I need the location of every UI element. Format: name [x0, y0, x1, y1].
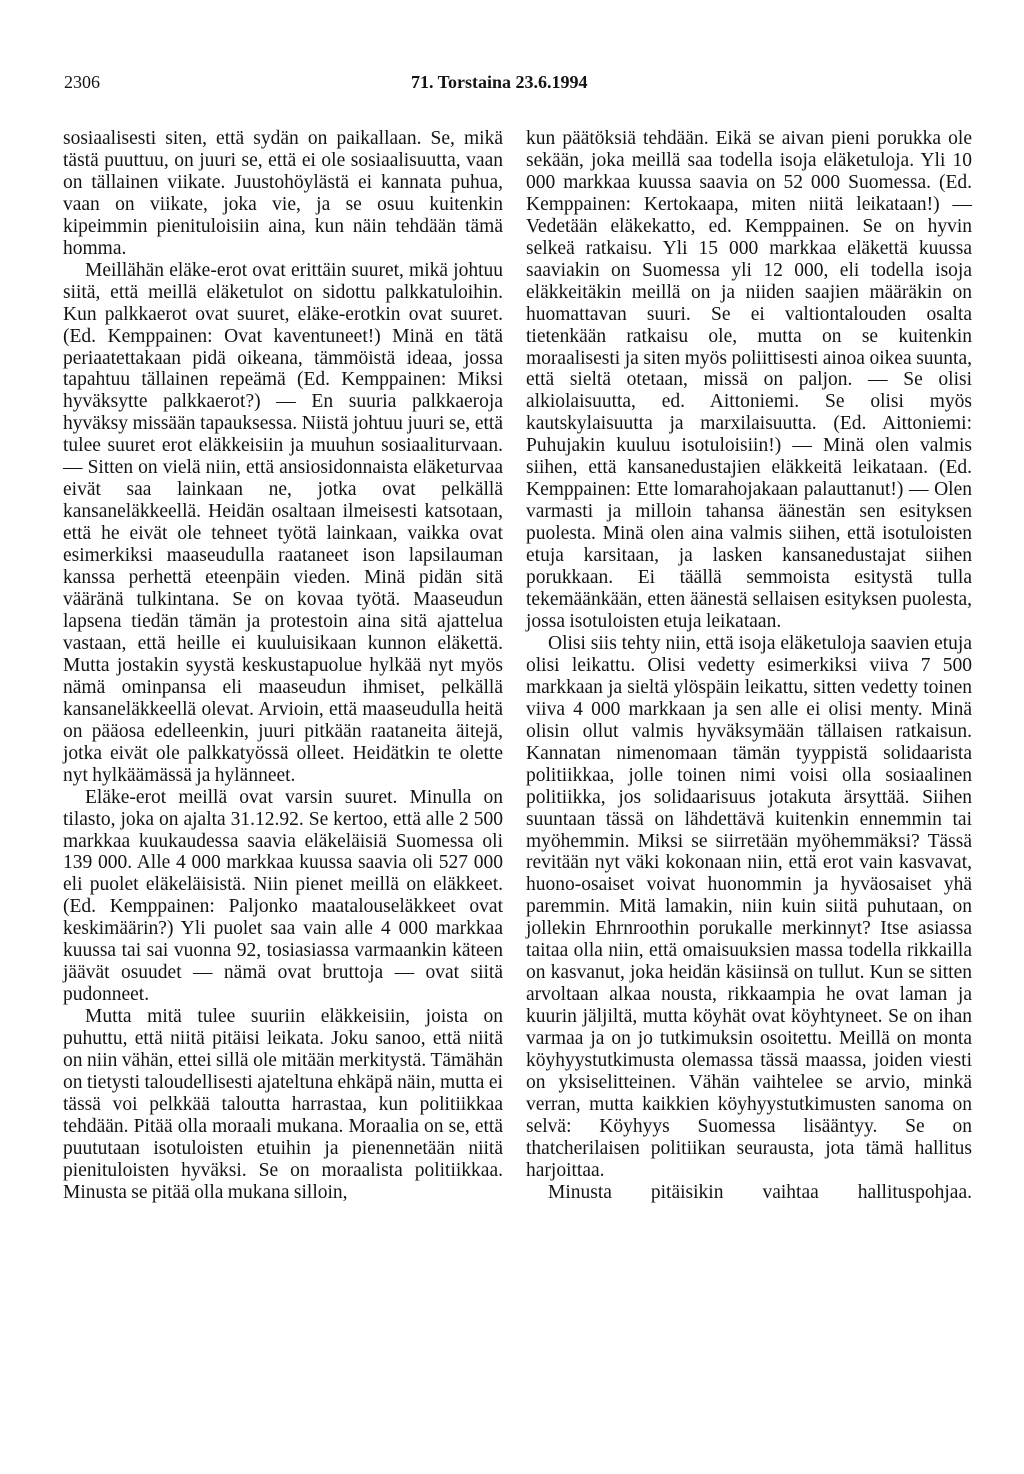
- page-header: [64, 72, 968, 96]
- paragraph: sosiaalisesti siten, että sydän on paikallaan. Se, mikä tästä puuttuu, on juuri se, että ei ole sosiaalisuutta, vaan on tällainen viikate. Juustohöylästä ei kannata puhua, vaan on viikate, joka vie, ja se osuu kuitenkin kipeimmin pienituloisiin aina, kun näin tehdään tämä homma.: [63, 128, 503, 259]
- page-number: 2306: [64, 72, 100, 92]
- paragraph: Meillähän eläke-erot ovat erittäin suuret, mikä johtuu siitä, että meillä eläketulot on sidottu palkkatuloihin. Kun palkkaerot ovat suuret, eläke-erotkin ovat suuret. (Ed. Kemppainen: Ovat kaventuneet!) Minä en tätä periaatettakaan pidä oikeana, tämmöistä ideaa, jossa tapahtuu tällainen repeämä (Ed. Kemppainen: Miksi hyväksytte palkkaerot?) — En suuria palkkaeroja hyväksy missään tapauksessa. Niistä johtuu juuri se, että tulee suuret erot eläkkeisiin ja muuhun sosiaaliturvaan. — Sitten on vielä niin, että ansiosidonnaista eläketurvaa eivät saa lainkaan ne, jotka ovat pelkällä kansaneläkkeellä. Heidän osaltaan ilmeisesti katsotaan, että he eivät ole tehneet työtä lainkaan, vaikka ovat esimerkiksi maaseudulla raataneet ison lapsilauman kanssa perhettä eteenpäin vieden. Minä pidän sitä vääränä tulkintana. Se on kovaa työtä. Maaseudun lapsena tiedän tämän ja protestoin aina sitä ajattelua vastaan, että heille ei kuuluisikaan kunnon eläkettä. Mutta jostakin syystä keskustapuolue hylkää nyt myös nämä ominpansa eli maaseudun ihmiset, pelkällä kansaneläkkeellä olevat. Arvioin, että maaseudulla heitä on pääosa edelleenkin, juuri pitkään raataneita äitejä, jotka eivät ole palkkatyössä olleet. Heidätkin te olette nyt hylkäämässä ja hylänneet.: [63, 259, 503, 786]
- paragraph: Minusta pitäisikin vaihtaa hallituspohjaa.: [548, 1181, 972, 1203]
- paragraph: Eläke-erot meillä ovat varsin suuret. Minulla on tilasto, joka on ajalta 31.12.92. Se kertoo, että alle 2 500 markkaa kuukaudessa saavia eläkeläisiä Suomessa oli 139 000. Alle 4 000 markkaa kuussa saavia oli 527 000 eli puolet eläkeläisistä. Niin pienet meillä on eläkkeet. (Ed. Kemppainen: Paljonko maatalouseläkkeet ovat keskimäärin?) Yli puolet saa vain alle 4 000 markkaa kuussa tai sai vuonna 92, tosiasiassa varmaankin käteen jäävät osuudet — nämä ovat bruttoja — ovat siitä pudonneet.: [63, 786, 503, 1006]
- paragraph: kun päätöksiä tehdään. Eikä se aivan pieni porukka ole sekään, joka meillä saa todella isoja eläketuloja. Yli 10 000 markkaa kuussa saavia on 52 000 Suomessa. (Ed. Kemppainen: Kertokaapa, miten niitä leikataan!) — Vedetään eläkekatto, ed. Kemppainen. Se on hyvin selkeä ratkaisu. Yli 15 000 markkaa eläkettä kuussa saaviakin on Suomessa yli 12 000, eli todella isoja eläkkeitäkin meillä on ja niiden saajien määräkin on huomattavan suuri. Se ei valtiontalouden osalta tietenkään ratkaisu ole, mutta on se kuitenkin moraalisesti ja siten myös poliittisesti ainoa oikea suunta, että sieltä otetaan, missä on paljon. — Se olisi alkiolaisuutta, ed. Aittoniemi. Se olisi myös kautskylaisuutta ja marxilaisuutta. (Ed. Aittoniemi: Puhujakin kuuluu isotuloisiin!) — Minä olen valmis siihen, että kansanedustajien eläkkeitä leikataan. (Ed. Kemppainen: Ette lomarahojakaan palauttanut!) — Olen varmasti ja milloin tahansa äänestän sen esityksen puolesta. Minä olen aina valmis siihen, että isotuloisten etuja karsitaan, ja lasken kansanedustajat siihen porukkaan. Ei täällä semmoista esitystä tulla tekemäänkään, etten äänestä sellaisen esityksen puolesta, jossa isotuloisten etuja leikataan.: [526, 128, 972, 632]
- left-column: [63, 128, 503, 1204]
- running-head: 71. Torstaina 23.6.1994: [411, 72, 588, 92]
- paragraph: Mutta mitä tulee suuriin eläkkeisiin, joista on puhuttu, että niitä pitäisi leikata. Joku sanoo, että niitä on niin vähän, ettei sillä ole mitään merkitystä. Tämähän on tietysti taloudellisesti ajateltuna ehkäpä näin, mutta ei tässä voi pelkkää taloutta harrastaa, kun politiikkaa tehdään. Pitää olla moraali mukana. Moraalia on se, että puututaan isotuloisten etuihin ja pienennetään niitä pienituloisten hyväksi. Se on moraalista politiikkaa. Minusta se pitää olla mukana silloin,: [63, 1006, 503, 1203]
- paragraph: Olisi siis tehty niin, että isoja eläketuloja saavien etuja olisi leikattu. Olisi vedetty esimerkiksi viiva 7 500 markkaan ja sieltä ylöspäin leikattu, sitten vedetty toinen viiva 4 000 markkaan ja sen alle ei olisi menty. Minä olisin ollut valmis hyväksymään tällaisen ratkaisun. Kannatan nimenomaan tämän tyyppistä solidaarista politiikkaa, jolle toinen nimi voisi olla sosiaalinen politiikka, jos solidaarisuus jotakuta ärsyttää. Siihen suuntaan tässä on lähdettävä kuitenkin ennemmin tai myöhemmin. Miksi se siirretään myöhemmäksi? Tässä revitään nyt väki kokonaan niin, että erot vain kasvavat, huono-osaiset voivat huonommin ja hyväosaiset yhä paremmin. Mitä lamakin, niin kuin siitä puhutaan, on jollekin Ehrnroothin porukalle merkinnyt? Itse asiassa taitaa olla niin, että omaisuuksien massa todella rikkailla on kasvanut, joka heidän käsiinsä on tullut. Kun se sitten arvoltaan alkaa nousta, rikkaampia he ovat laman ja kuurin jäljiltä, mutta köyhät ovat köyhtyneet. Se on ihan varmaa ja on jo tutkimuksin osoitettu. Meillä on monta köyhyystutkimusta olemassa tässä maassa, joiden viesti on yksiselitteinen. Vähän vaihtelee se arvio, minkä verran, mutta kaikkien köyhyystutkimusten sanoma on selvä: Köyhyys Suomessa lisääntyy. Se on thatcherilaisen politiikan seurausta, jota tämä hallitus harjoittaa.: [526, 632, 972, 1181]
- right-column: [526, 128, 972, 1204]
